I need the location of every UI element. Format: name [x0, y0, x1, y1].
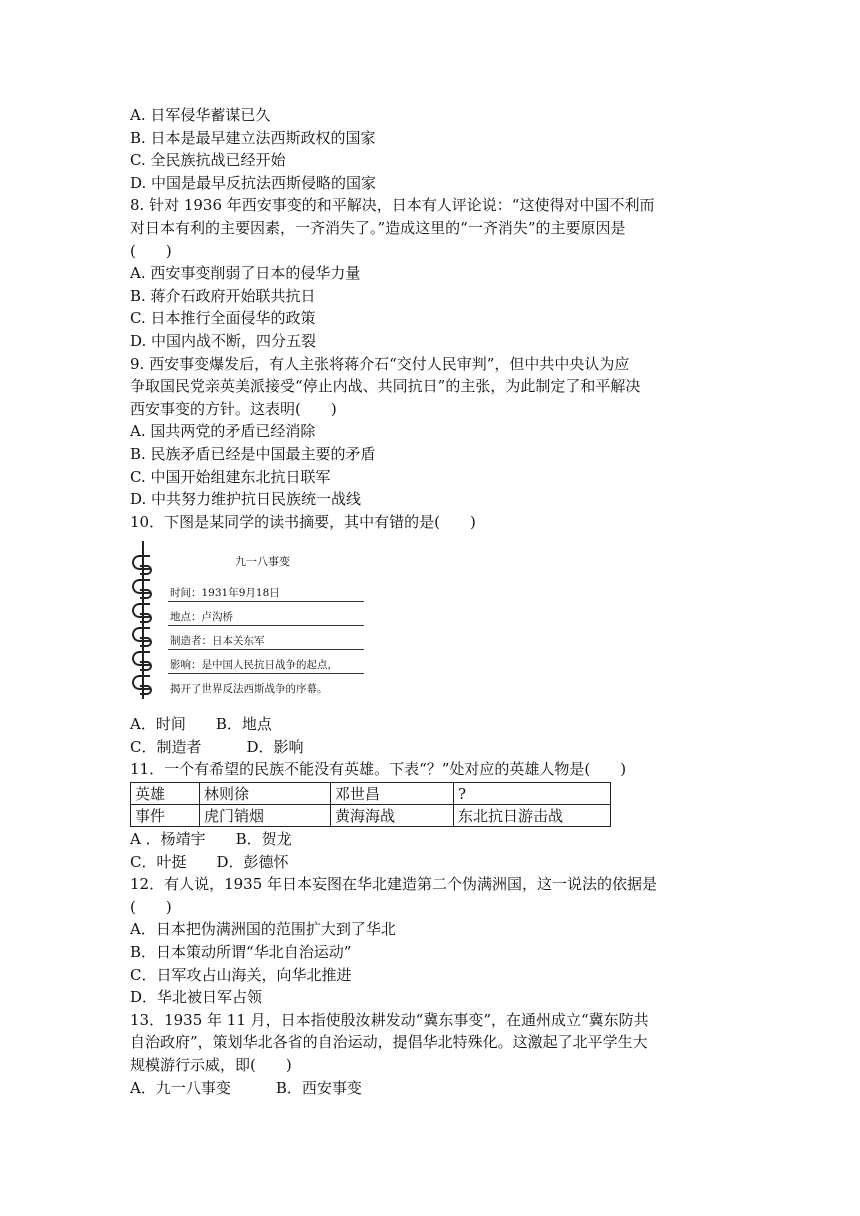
q8-option-c: C. 日本推行全面侵华的政策 — [130, 309, 316, 328]
spiral-ring-tail — [140, 589, 152, 599]
notebook-impact-line-1: 影响：是中国人民抗日战争的起点， — [170, 659, 338, 672]
q8-stem-line-3: ( ) — [130, 241, 172, 260]
q12-option-d: D．华北被日军占领 — [130, 988, 263, 1007]
q9-stem-line-1: 9. 西安事变爆发后，有人主张将蒋介石“交付人民审判”，但中共中央认为应 — [130, 354, 630, 373]
q9-option-b: B. 民族矛盾已经是中国最主要的矛盾 — [130, 444, 376, 463]
notebook-time: 时间：1931年9月18日 — [170, 587, 280, 600]
question-8 — [130, 194, 734, 352]
q12-stem-line-1: 12．有人说，1935 年日本妄图在华北建造第二个伪满洲国，这一说法的依据是 — [130, 875, 658, 894]
table-cell: 虎门销烟 — [200, 805, 331, 827]
reading-notes-figure — [130, 541, 370, 707]
q9-stem-line-2: 争取国民党亲英美派接受“停止内战、共同抗日”的主张，为此制定了和平解决 — [130, 377, 641, 396]
spiral-ring-tail — [140, 565, 152, 575]
q12-stem-line-2: ( ) — [130, 897, 172, 916]
q7-option-b: B. 日本是最早建立法西斯政权的国家 — [130, 128, 376, 147]
q7-option-d: D. 中国是最早反抗法西斯侵略的国家 — [130, 173, 377, 192]
q10-stem: 10．下图是某同学的读书摘要，其中有错的是( ) — [130, 512, 476, 531]
question-12 — [130, 873, 734, 1009]
hero-table — [130, 782, 611, 827]
q10-options-line-2: C．制造者 D．影响 — [130, 737, 304, 756]
table-cell: ? — [454, 783, 611, 805]
q13-stem-line-2: 自治政府”，策划华北各省的自治运动，提倡华北特殊化。这激起了北平学生大 — [130, 1033, 648, 1052]
spiral-ring-tail — [140, 613, 152, 623]
table-cell: 英雄 — [131, 783, 200, 805]
q13-stem-line-3: 规模游行示威，即( ) — [130, 1056, 292, 1074]
exam-page — [130, 104, 734, 1099]
q7-option-c: C. 全民族抗战已经开始 — [130, 151, 286, 170]
question-11 — [130, 758, 734, 873]
q13-stem-line-1: 13．1935 年 11 月，日本指使殷汝耕发动“冀东事变”，在通州成立“冀东防共 — [130, 1010, 649, 1029]
notebook-rule — [168, 625, 364, 626]
spiral-ring-tail — [140, 685, 152, 695]
q10-options-line-1: A．时间 B．地点 — [130, 715, 272, 734]
q7-option-a: A. 日军侵华蓄谋已久 — [130, 106, 271, 124]
q8-stem-line-2: 对日本有利的主要因素，一齐消失了。”造成这里的“一齐消失”的主要原因是 — [130, 218, 626, 237]
table-cell: 事件 — [131, 805, 200, 827]
q8-stem-line-1: 8. 针对 1936 年西安事变的和平解决，日本有人评论说：“这使得对中国不利而 — [130, 196, 655, 215]
q9-option-a: A. 国共两党的矛盾已经消除 — [130, 422, 316, 441]
question-9 — [130, 353, 734, 511]
q8-option-b: B. 蒋介石政府开始联共抗日 — [130, 286, 316, 305]
spiral-ring-tail — [140, 637, 152, 647]
q9-stem-line-3: 西安事变的方针。这表明( ) — [130, 399, 337, 418]
question-7-options — [130, 104, 734, 194]
notebook-rule — [168, 601, 364, 602]
q9-option-c: C. 中国开始组建东北抗日联军 — [130, 467, 331, 486]
notebook-title: 九一八事变 — [235, 555, 290, 569]
table-row — [131, 805, 611, 827]
q12-option-a: A．日本把伪满洲国的范围扩大到了华北 — [130, 920, 396, 939]
q8-option-a: A. 西安事变削弱了日本的侵华力量 — [130, 264, 361, 283]
spiral-ring-tail — [140, 661, 152, 671]
q11-options-line-2: C．叶挺 D．彭德怀 — [130, 852, 289, 871]
notebook-impact-line-2: 揭开了世界反法西斯战争的序幕。 — [170, 683, 328, 696]
table-cell: 邓世昌 — [331, 783, 454, 805]
table-cell: 东北抗日游击战 — [454, 805, 611, 827]
notebook-rule — [168, 649, 364, 650]
q11-stem: 11．一个有希望的民族不能没有英雄。下表“？”处对应的英雄人物是( ) — [130, 760, 627, 779]
table-cell: 林则徐 — [200, 783, 331, 805]
q12-option-b: B．日本策动所谓“华北自治运动” — [130, 943, 352, 962]
table-cell: 黄海海战 — [331, 805, 454, 827]
question-13 — [130, 1009, 734, 1099]
notebook-rule — [168, 673, 364, 674]
q8-option-d: D. 中国内战不断，四分五裂 — [130, 331, 317, 350]
q13-options-line-1: A．九一八事变 B．西安事变 — [130, 1078, 362, 1097]
notebook-maker: 制造者：日本关东军 — [170, 635, 265, 648]
question-10 — [130, 511, 734, 759]
notebook-place: 地点：卢沟桥 — [170, 611, 233, 624]
q11-options-line-1: A ．杨靖宇 B．贺龙 — [130, 830, 292, 849]
q9-option-d: D. 中共努力维护抗日民族统一战线 — [130, 490, 362, 509]
table-row — [131, 783, 611, 805]
q12-option-c: C．日军攻占山海关，向华北推进 — [130, 965, 352, 984]
